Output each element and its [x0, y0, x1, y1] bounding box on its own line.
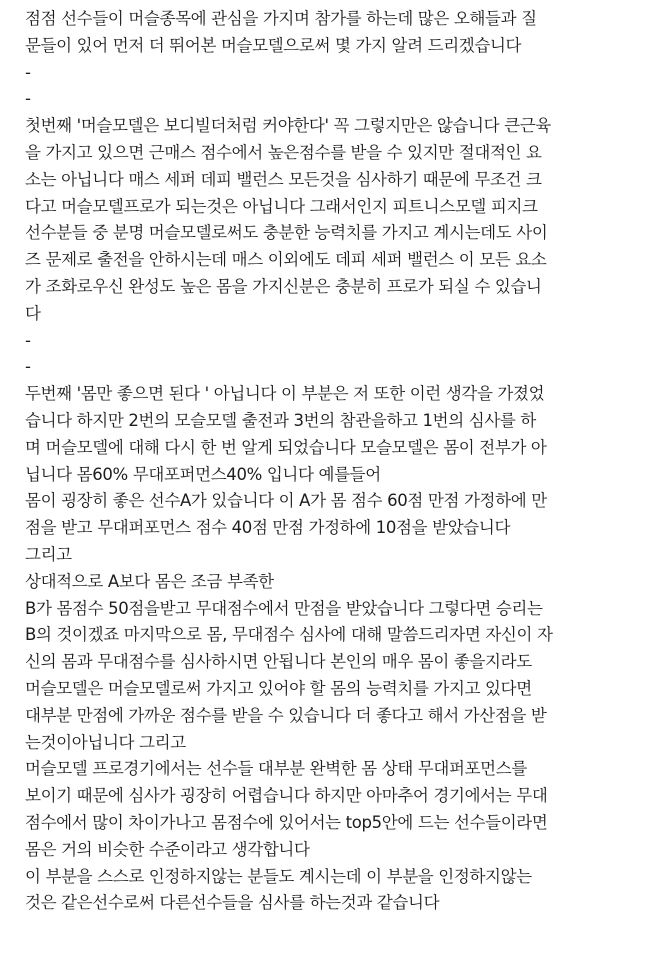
text-line: 상대적으로 A보다 몸은 조금 부족한 — [25, 571, 274, 591]
text-line: 점점 선수들이 머슬종목에 관심을 가지며 참가를 하는데 많은 오해들과 질 — [25, 9, 537, 28]
text-line: 며 머슬모델에 대해 다시 한 번 알게 되었습니다 모슬모델은 몸이 전부가 아 — [25, 437, 547, 457]
text-line: 몸은 거의 비슷한 수준이라고 생각합니다 — [25, 839, 310, 859]
dash-separator: - — [25, 357, 31, 377]
text-line: 머슬모델 프로경기에서는 선수들 대부분 완벽한 몸 상태 무대퍼포먼스를 — [25, 759, 527, 779]
dash-separator: - — [25, 89, 31, 109]
text-line: 문들이 있어 먼저 더 뛰어본 머슬모델으로써 몇 가지 알려 드리겠습니다 — [25, 35, 522, 55]
text-line: 점을 받고 무대퍼포먼스 점수 40점 만점 가정하에 10점을 받았습니다 — [25, 518, 511, 538]
text-line: 그리고 — [25, 544, 72, 564]
text-line: 소는 아닙니다 매스 세퍼 데피 밸런스 모든것을 심사하기 때문에 무조건 크 — [25, 169, 542, 189]
post-body — [25, 6, 637, 917]
dash-separator: - — [25, 330, 31, 350]
text-line: 다 — [25, 303, 41, 323]
text-line: 즈 문제로 출전을 안하시는데 매스 이외에도 데피 세퍼 밸런스 이 모든 요소 — [25, 250, 547, 270]
text-line: 선수분들 중 분명 머슬모델로써도 충분한 능력치를 가지고 계시는데도 사이 — [25, 223, 548, 243]
text-line: B의 것이겠죠 마지막으로 몸, 무대점수 심사에 대해 말씀드리자면 자신이 자 — [25, 625, 553, 645]
text-line: B가 몸점수 50점을받고 무대점수에서 만점을 받았습니다 그렇다면 승리는 — [25, 598, 543, 618]
text-line: 것은 같은선수로써 다른선수들을 심사를 하는것과 같습니다 — [25, 893, 440, 913]
text-line: 다고 머슬모델프로가 되는것은 아닙니다 그래서인지 피트니스모델 피지크 — [25, 196, 538, 216]
text-line: 습니다 하지만 2번의 모슬모델 출전과 3번의 참관을하고 1번의 심사를 하 — [25, 410, 536, 430]
text-line: 닙니다 몸60% 무대포퍼먼스40% 입니다 예를들어 — [25, 464, 381, 484]
text-line: 점수에서 많이 차이가나고 몸점수에 있어서는 top5안에 드는 선수들이라면 — [25, 812, 548, 832]
text-line: 첫번째 '머슬모델은 보디빌더처럼 커야한다' 꼭 그렇지만은 않습니다 큰근육 — [25, 116, 551, 136]
text-line: 이 부분을 스스로 인정하지않는 분들도 계시는데 이 부분을 인정하지않는 — [25, 866, 532, 886]
text-line: 몸이 굉장히 좋은 선수A가 있습니다 이 A가 몸 점수 60점 만점 가정하에 만 — [25, 491, 547, 511]
text-line: 을 가지고 있으면 근매스 점수에서 높은점수를 받을 수 있지만 절대적인 요 — [25, 142, 542, 162]
text-line: 머슬모델은 머슬모델로써 가지고 있어야 할 몸의 능력치를 가지고 있다면 — [25, 678, 532, 698]
text-line: 신의 몸과 무대점수를 심사하시면 안됩니다 본인의 매우 몸이 좋을지라도 — [25, 652, 532, 672]
text-line: 보이기 때문에 심사가 굉장히 어렵습니다 하지만 아마추어 경기에서는 무대 — [25, 786, 548, 806]
text-line: 는것이아닙니다 그리고 — [25, 732, 186, 752]
text-line: 두번째 '몸만 좋으면 된다 ' 아닙니다 이 부분은 저 또한 이런 생각을 가졌었 — [25, 384, 545, 404]
text-line: 대부분 만점에 가까운 점수를 받을 수 있습니다 더 좋다고 해서 가산점을 받 — [25, 705, 547, 725]
dash-separator: - — [25, 62, 31, 82]
text-line: 가 조화로우신 완성도 높은 몸을 가지신분은 충분히 프로가 되실 수 있습니 — [25, 276, 542, 296]
